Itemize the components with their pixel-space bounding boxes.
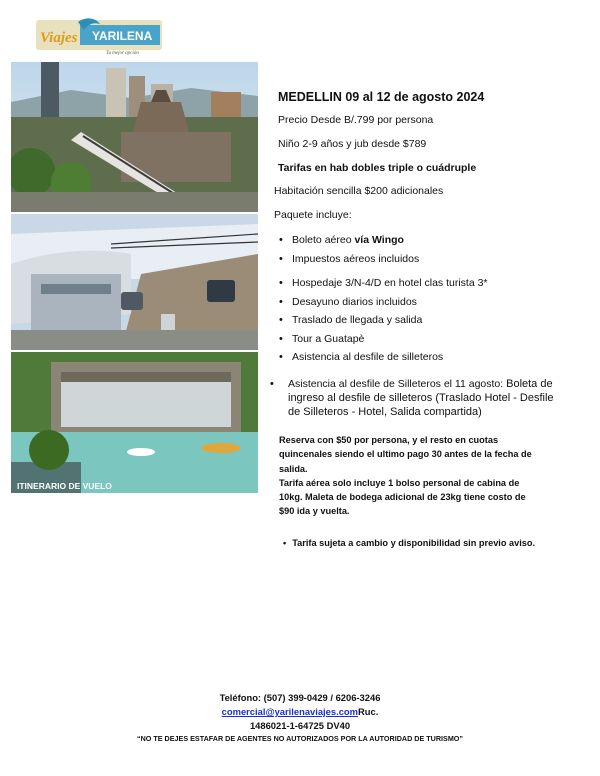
medellin-city-photo [11, 62, 258, 212]
park-waterfall-photo [11, 352, 258, 493]
rates-text: Tarifas en hab dobles triple o cuádruple [278, 162, 477, 174]
email-link[interactable]: comercial@yarilenaviajes.com [221, 706, 358, 717]
footer-disclaimer: “NO TE DEJES ESTAFAR DE AGENTES NO AUTORIZADOS POR LA AUTORIDAD DE TURISMO” [137, 734, 463, 743]
package-list [276, 231, 419, 268]
footer-phone: Teléfono: (507) 399-0429 / 6206-3246 [219, 692, 381, 703]
list-item: • Impuestos aéreos incluidos [276, 250, 419, 269]
list-item: • Asistencia al desfile de silleteros [276, 348, 488, 367]
logo-brand-left: Viajes [40, 30, 78, 46]
package-list-2 [276, 274, 488, 367]
metrocable-photo [11, 214, 258, 350]
reserva-text: Reserva con $50 por persona, y el resto en cuotas quincenales siendo el ultimo pago 30 antes de la fecha de salida. [279, 435, 532, 474]
logo-tagline: Tu mejor opción [106, 51, 139, 56]
price-text: Precio Desde B/.799 por persona [278, 114, 434, 126]
single-room-text: Habitación sencilla $200 adicionales [274, 185, 444, 197]
photo-caption: ITINERARIO DE VUELO [17, 481, 112, 491]
list-item: • Boleto aéreo vía Wingo [276, 231, 419, 250]
list-item: • Traslado de llegada y salida [276, 311, 488, 330]
children-price-text: Niño 2-9 años y jub desde $789 [278, 138, 427, 150]
rate-disclaimer: • Tarifa sujeta a cambio y disponibilidad sin previo aviso. [283, 538, 536, 548]
trip-title: MEDELLIN 09 al 12 de agosto 2024 [278, 90, 485, 104]
package-label: Paquete incluye: [274, 209, 352, 221]
list-item: • Hospedaje 3/N-4/D en hotel clas turista 3* [276, 274, 488, 293]
payment-terms [279, 433, 541, 519]
bullet-icon: • [283, 538, 287, 548]
baggage-text: Tarifa aérea solo incluye 1 bolso personal de cabina de 10kg. Maleta de bodega adicional de 23kg tiene costo de $90 ida y vuelta. [279, 477, 526, 517]
footer-email-line: comercial@yarilenaviajes.comRuc. [221, 706, 379, 717]
list-item: • Desayuno diarios incluidos [276, 293, 488, 312]
silleteros-paragraph: • Asistencia al desfile de Silleteros el 11 agosto: Boleta de ingreso al desfile de silleteros (Traslado Hotel - Desfile de Silleteros - Hotel, Salida compartida) [270, 378, 554, 418]
list-item: • Tour a Guatapè [276, 330, 488, 349]
bullet-icon: • [270, 378, 274, 390]
company-logo [36, 16, 162, 56]
footer-ruc: 1486021-1-64725 DV40 [249, 720, 351, 731]
logo-brand-right: YARILENA [92, 29, 153, 43]
